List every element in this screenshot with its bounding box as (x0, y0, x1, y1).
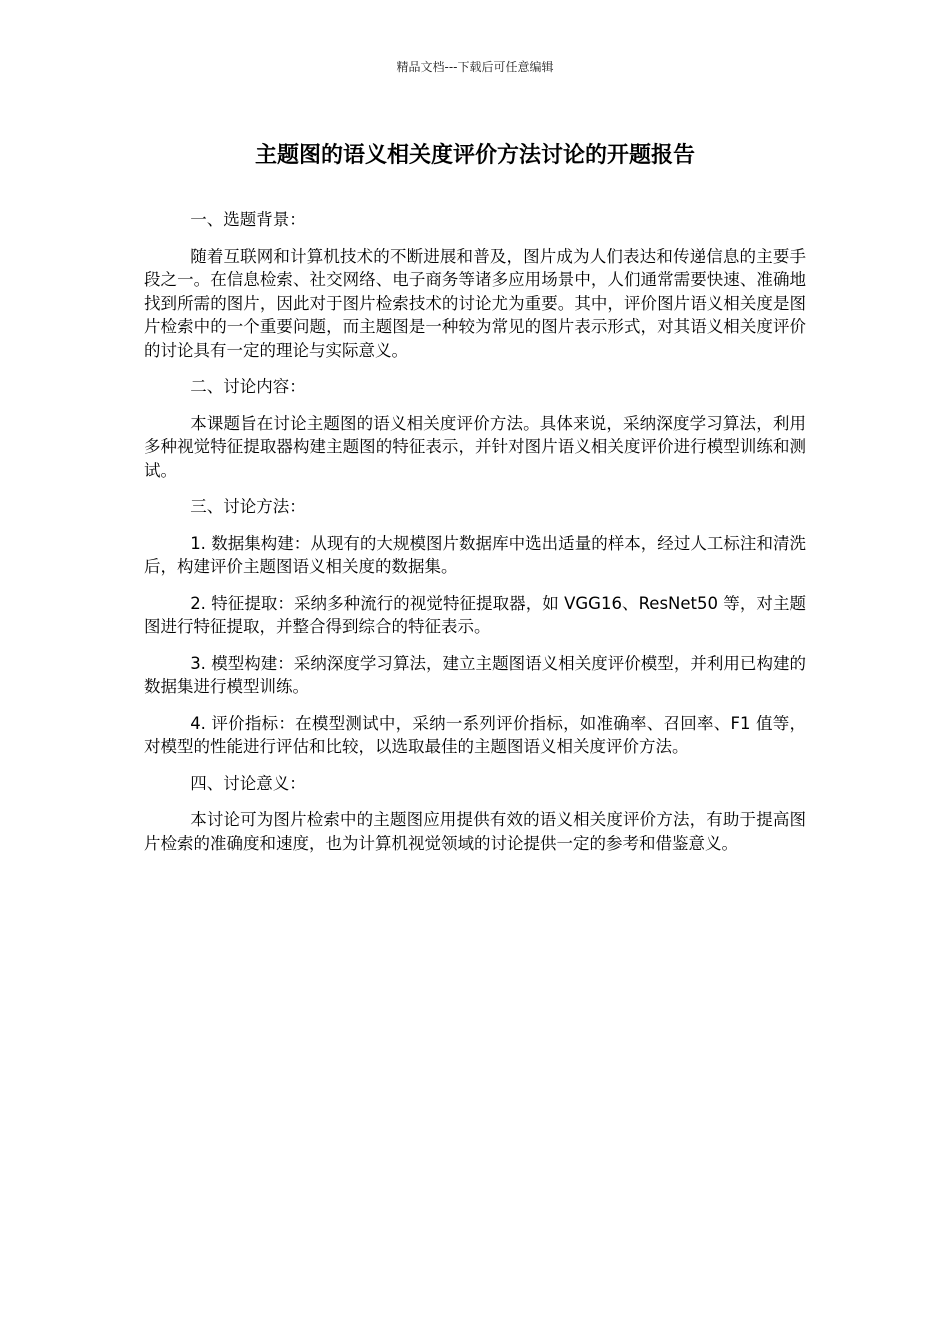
paragraph-method-features: 2. 特征提取：采纳多种流行的视觉特征提取器，如 VGG16、ResNet50 等，对主题图进行特征提取，并整合得到综合的特征表示。 (144, 593, 806, 636)
section-heading-background: 一、选题背景： (190, 210, 306, 229)
paragraph-content: 本课题旨在讨论主题图的语义相关度评价方法。具体来说，采纳深度学习算法，利用多种视觉特征提取器构建主题图的特征表示，并针对图片语义相关度评价进行模型训练和测试。 (144, 413, 806, 480)
document-body (144, 208, 806, 868)
header-watermark: 精品文档---下载后可任意编辑 (396, 60, 554, 74)
paragraph-method-dataset: 1. 数据集构建：从现有的大规模图片数据库中选出适量的样本，经过人工标注和清洗后，构建评价主题图语义相关度的数据集。 (144, 533, 806, 576)
section-heading-content: 二、讨论内容： (190, 377, 306, 396)
document-title: 主题图的语义相关度评价方法讨论的开题报告 (254, 143, 695, 168)
paragraph-method-metrics: 4. 评价指标：在模型测试中，采纳一系列评价指标，如准确率、召回率、F1 值等，对模型的性能进行评估和比较，以选取最佳的主题图语义相关度评价方法。 (144, 713, 806, 756)
paragraph-method-model: 3. 模型构建：采纳深度学习算法，建立主题图语义相关度评价模型，并利用已构建的数据集进行模型训练。 (144, 653, 806, 696)
section-heading-significance: 四、讨论意义： (190, 773, 306, 793)
paragraph-significance: 本讨论可为图片检索中的主题图应用提供有效的语义相关度评价方法，有助于提高图片检索的准确度和速度，也为计算机视觉领域的讨论提供一定的参考和借鉴意义。 (144, 810, 806, 853)
section-heading-methods: 三、讨论方法： (190, 497, 306, 516)
paragraph-background: 随着互联网和计算机技术的不断进展和普及，图片成为人们表达和传递信息的主要手段之一。在信息检索、社交网络、电子商务等诸多应用场景中，人们通常需要快速、准确地找到所需的图片，因此对于图片检索技术的讨论尤为重要。其中，评价图片语义相关度是图片检索中的一个重要问题，而主题图是一种较为常见的图片表示形式，对其语义相关度评价的讨论具有一定的理论与实际意义。 (144, 246, 806, 360)
